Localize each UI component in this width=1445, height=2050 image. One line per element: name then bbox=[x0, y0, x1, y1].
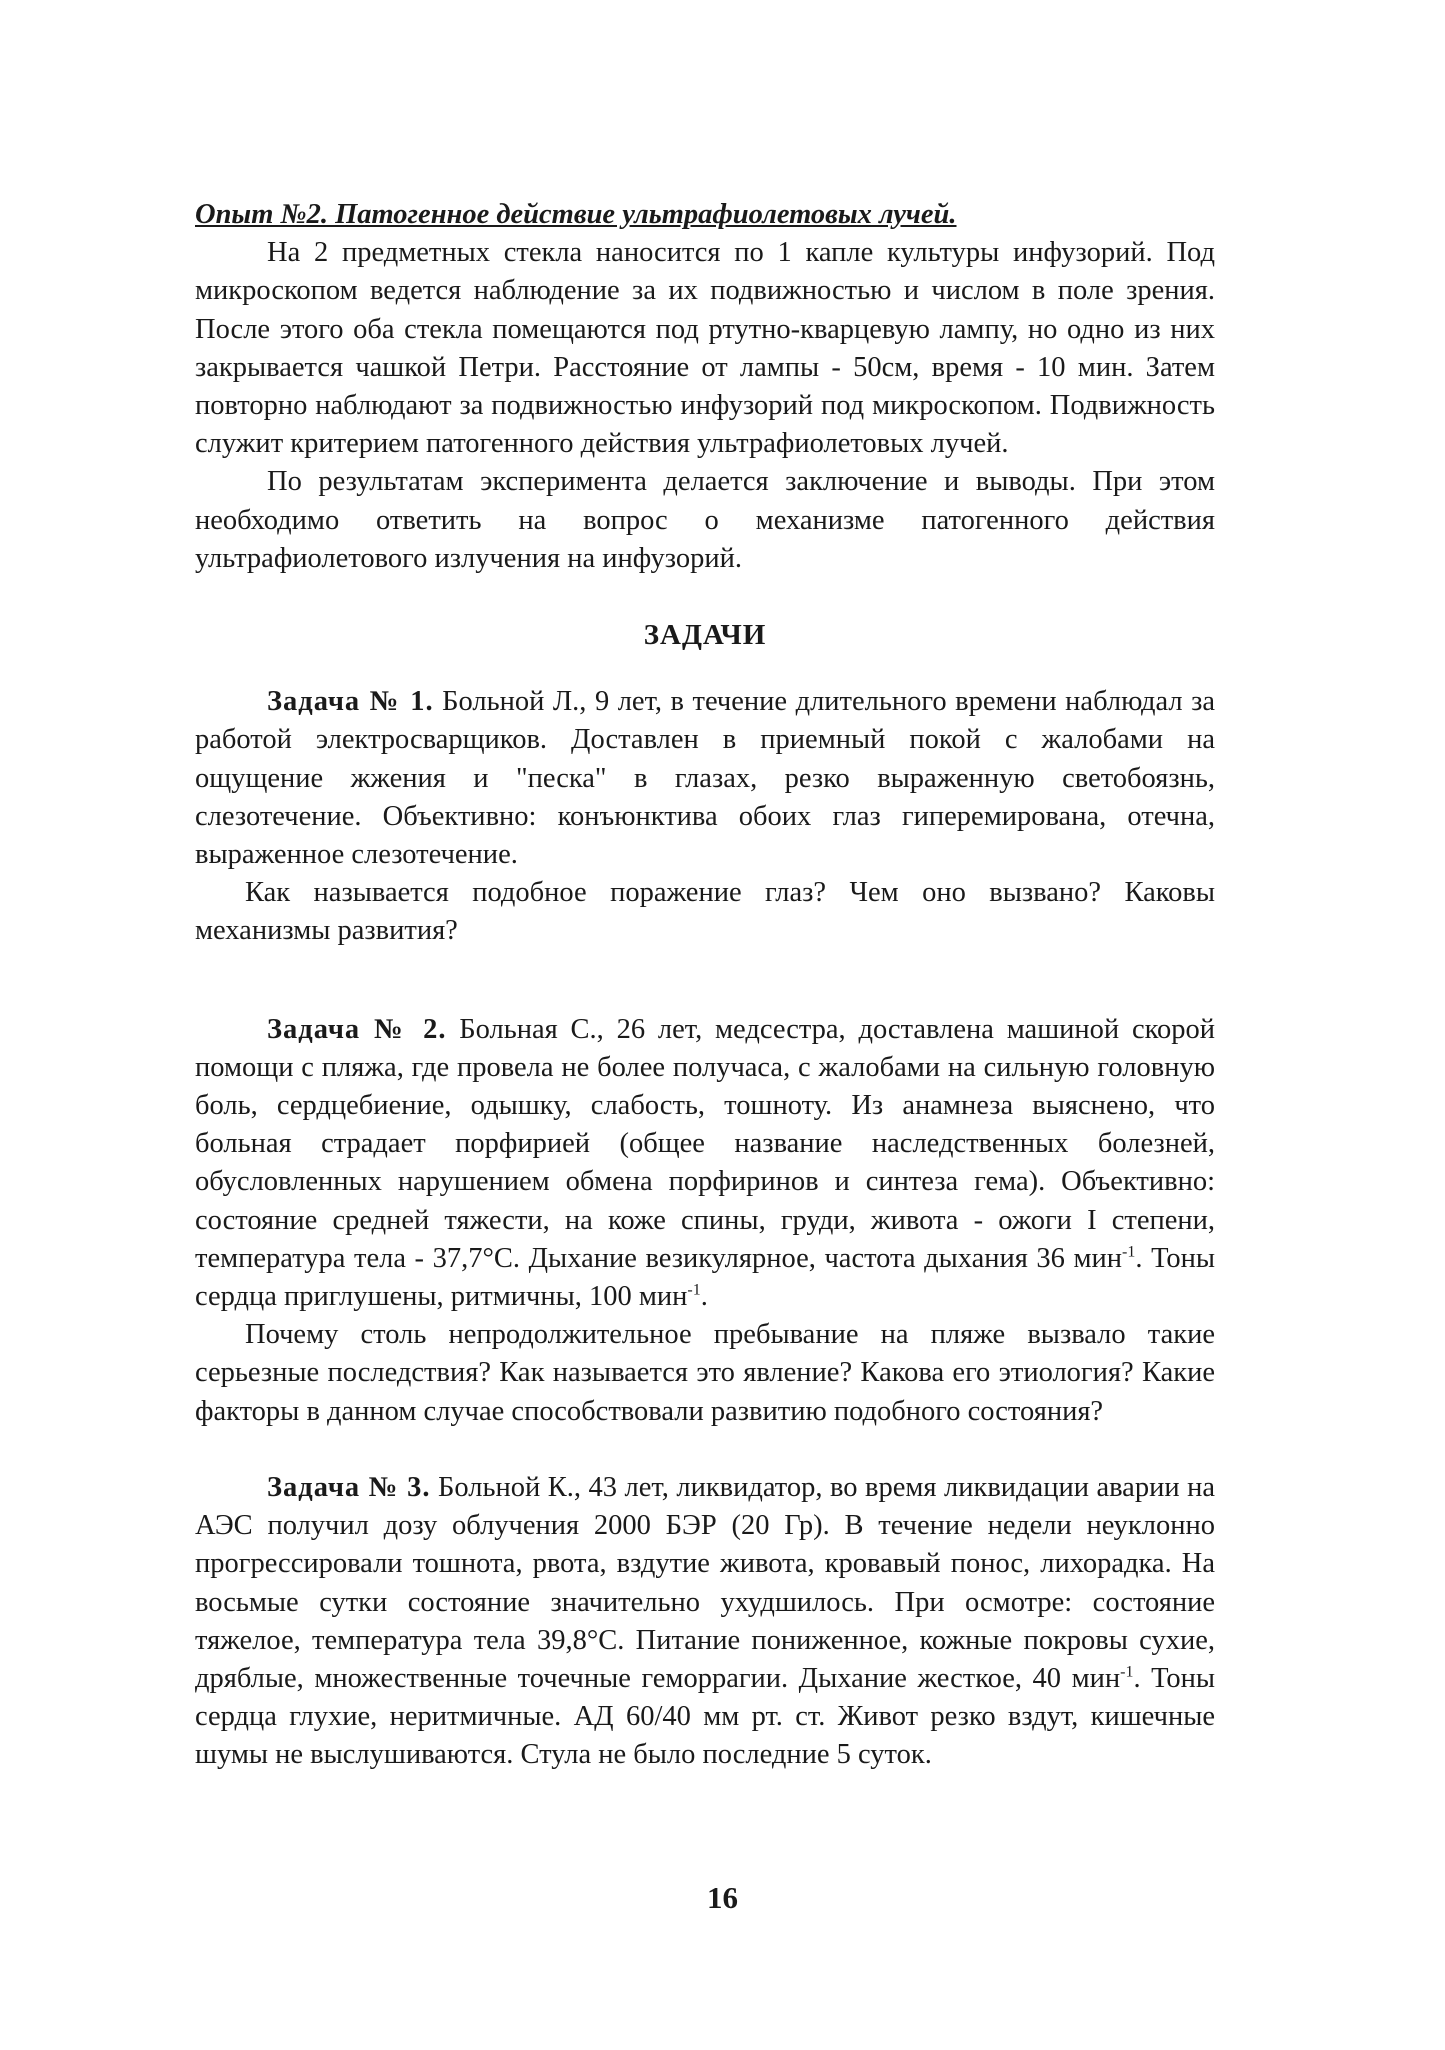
task-2-label: Задача № 2. bbox=[267, 1013, 447, 1045]
page-content bbox=[195, 196, 1215, 1775]
page-number: 16 bbox=[707, 1880, 738, 1915]
task-3-text-a: Больной К., 43 лет, ликвидатор, во время ликвидации аварии на АЭС получил дозу облучения 2000 БЭР (20 Гр). В течение недели неуклонно прогрессировали тошнота, рвота, вздутие живота, кровавый понос, лихорадка. На восьмые сутки состояние значительно ухудшилось. При осмотре: состояние тяжелое, температура тела 39,8°С. Питание пониженное, кожные покровы сухие, дряблые, множественные точечные геморрагии. Дыхание жесткое, 40 мин bbox=[195, 1471, 1215, 1694]
task-1-label: Задача № 1. bbox=[267, 686, 434, 718]
task-1 bbox=[195, 683, 1215, 874]
spacer bbox=[195, 1431, 1215, 1469]
section-heading: ЗАДАЧИ bbox=[643, 619, 767, 652]
task-1-question: Как называется подобное поражение глаз? Чем оно вызвано? Каковы механизмы развития? bbox=[195, 877, 1215, 947]
task-1-text: Больной Л., 9 лет, в течение длительного времени наблюдал за работой электросварщиков. Доставлен в приемный покой с жалобами на ощущение жжения и "песка" в глазах, резко выраженную светобоязнь, слезотечение. Объективно: конъюнктива обоих глаз гиперемирована, отечна, выраженное слезотечение. bbox=[195, 686, 1215, 871]
experiment-title-text: Опыт №2. Патогенное действие ультрафиолетовых лучей. bbox=[195, 199, 957, 230]
spacer bbox=[195, 989, 1215, 1011]
spacer bbox=[195, 951, 1215, 989]
task-2 bbox=[195, 1011, 1215, 1317]
task-2-question: Почему столь непродолжительное пребывание на пляже вызвало такие серьезные последствия? Как называется это явление? Какова его этиология? Какие факторы в данном случае способствовали развитию подобного состояния? bbox=[195, 1319, 1215, 1427]
task-2-text-c: . bbox=[700, 1281, 708, 1313]
task-2-sup-b: -1 bbox=[687, 1281, 701, 1299]
task-3-sup-a: -1 bbox=[1120, 1663, 1134, 1681]
experiment-paragraph-2: По результатам эксперимента делается заключение и выводы. При этом необходимо ответить на вопрос о механизме патогенного действия ультрафиолетового излучения на инфузорий. bbox=[195, 466, 1215, 574]
experiment-paragraph-1: На 2 предметных стекла наносится по 1 капле культуры инфузорий. Под микроскопом ведется наблюдение за их подвижностью и числом в поле зрения. После этого оба стекла помещаются под ртутно-кварцевую лампу, но одно из них закрывается чашкой Петри. Расстояние от лампы - 50см, время - 10 мин. Затем повторно наблюдают за подвижностью инфузорий под микроскопом. Подвижность служит критерием патогенного действия ультрафиолетовых лучей. bbox=[195, 237, 1215, 460]
task-2-text-b: . Тоны сердца приглушены, ритмичны, 100 мин bbox=[195, 1242, 1215, 1313]
experiment-title bbox=[195, 196, 1215, 234]
task-3-text-b: . Тоны сердца глухие, неритмичные. АД 60/40 мм рт. ст. Живот резко вздут, кишечные шумы не выслушиваются. Стула не было последние 5 суток. bbox=[195, 1662, 1215, 1771]
task-3-label: Задача № 3. bbox=[267, 1471, 431, 1503]
task-3 bbox=[195, 1469, 1215, 1775]
task-2-text-a: Больная С., 26 лет, медсестра, доставлена машиной скорой помощи с пляжа, где провела не более получаса, с жалобами на сильную головную боль, сердцебиение, одышку, слабость, тошноту. Из анамнеза выяснено, что больная страдает порфирией (общее название наследственных болезней, обусловленных нарушением обмена порфиринов и синтеза гема). Объективно: состояние средней тяжести, на коже спины, груди, живота - ожоги I степени, температура тела - 37,7°С. Дыхание везикулярное, частота дыхания 36 мин bbox=[195, 1013, 1215, 1274]
task-2-sup-a: -1 bbox=[1122, 1243, 1136, 1261]
